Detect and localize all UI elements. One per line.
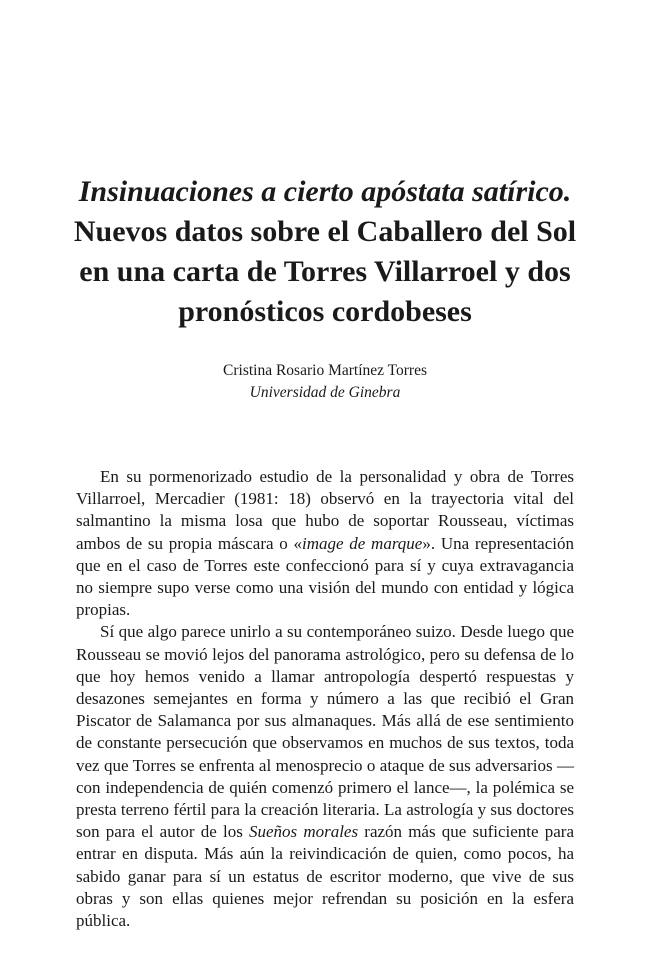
title-line-1: Insinuaciones a cierto apóstata satírico.: [78, 175, 572, 208]
paragraph-2-part-a: Sí que algo parece unirlo a su contemporáneo suizo. Desde luego que Rousseau se movió lejos del panorama astrológico, pero su defensa de lo que hoy hemos venido a llamar antropología despertó respuestas y desazones semejantes en forma y número a las que recibió el Gran Piscator de Salamanca por sus almanaques. Más allá de ese sentimiento de constante persecución que observamos en muchos de sus textos, toda vez que Torres se enfrenta al menosprecio o ataque de sus adversarios —con independencia de quién comenzó primero el lance—, la polémica se presta terreno fértil para la creación literaria. La astrología y sus doctores son para el autor de los: [76, 622, 574, 842]
article-title: [60, 172, 590, 332]
paragraph-2: [76, 621, 574, 932]
title-line-4: pronósticos cordobeses: [178, 295, 472, 328]
title-line-2: Nuevos datos sobre el Caballero del Sol: [73, 215, 577, 248]
title-line-3: en una carta de Torres Villarroel y dos: [79, 255, 571, 288]
paragraph-1-part-b: ». Una representación que en el caso de Torres este confeccionó para sí y cuya extravagancia no siempre supo verse como una visión del mundo con entidad y lógica propias.: [76, 533, 574, 620]
body-text: [76, 466, 574, 932]
paragraph-1-emphasis: image de marque: [302, 533, 423, 553]
paragraph-1-part-a: En su pormenorizado estudio de la personalidad y obra de Torres Villarroel, Mercadier (1981: 18) observó en la trayectoria vital del salmantino la misma losa que hubo de soportar Rousseau, víctimas ambos de su propia máscara o «: [76, 467, 574, 553]
author-name: Cristina Rosario Martínez Torres: [223, 362, 427, 379]
author-block: [60, 360, 590, 404]
paragraph-2-emphasis: Sueños morales: [248, 822, 359, 842]
paragraph-2-part-b: razón más que suficiente para entrar en disputa. Más aún la reivindicación de quien, como pocos, ha sabido ganar para sí un estatus de escritor moderno, que vive de sus obras y son ellas quienes mejor refrendan su posición en la esfera pública.: [76, 822, 574, 931]
paragraph-1: [76, 466, 574, 621]
author-affiliation: Universidad de Ginebra: [249, 384, 401, 401]
